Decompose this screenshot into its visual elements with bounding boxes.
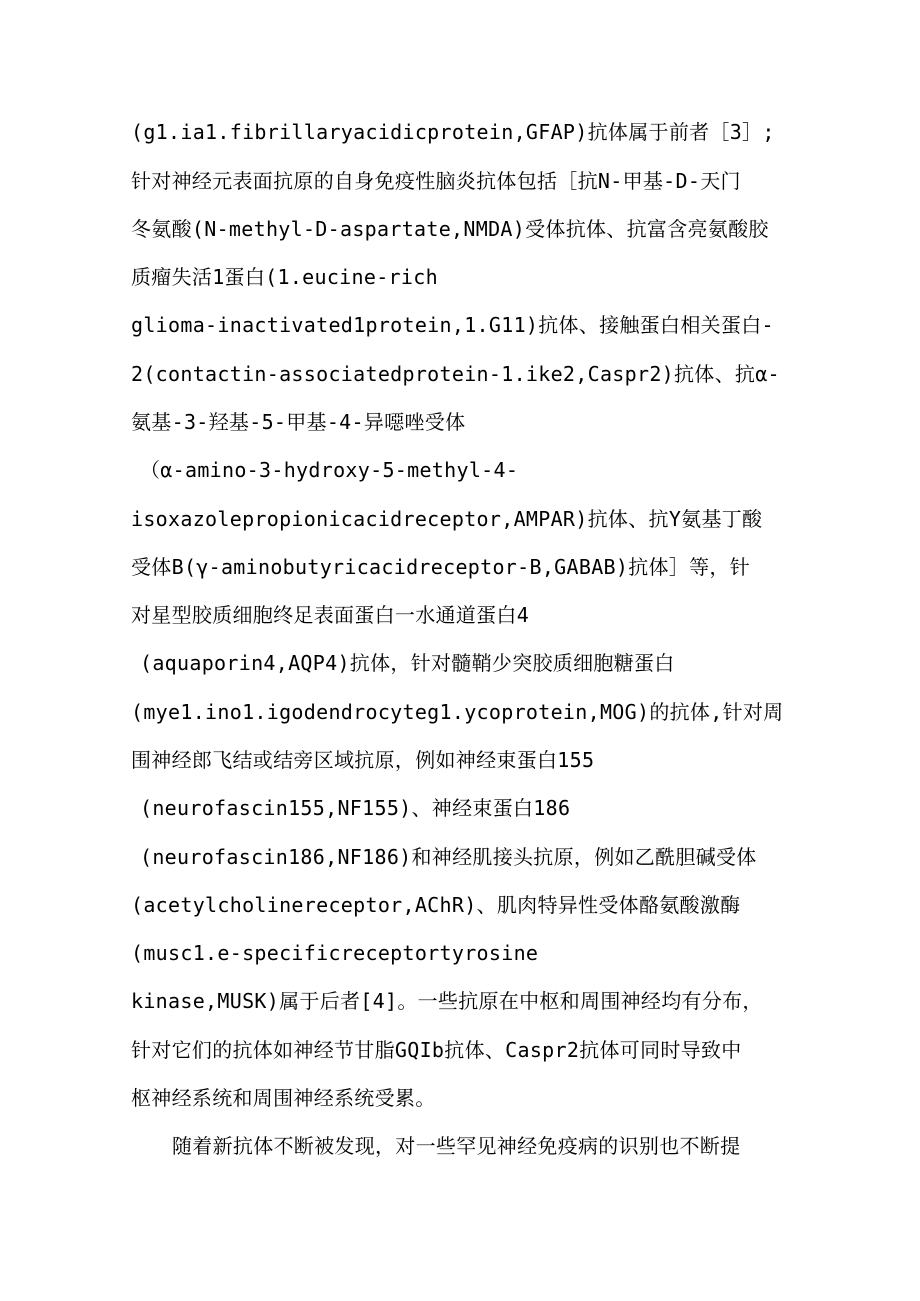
text-line-2: 针对神经元表面抗原的自身免疫性脑炎抗体包括［抗N-甲基-D-天门 [131, 169, 741, 193]
text-line-11: 对星型胶质细胞终足表面蛋白一水通道蛋白4 [131, 603, 530, 627]
text-line-20: 针对它们的抗体如神经节甘脂GQIb抗体、Caspr2抗体可同时导致中 [131, 1038, 742, 1062]
text-line-6: 2(contactin-associatedprotein-1.ike2,Caspr2)抗体、抗α- [131, 362, 780, 386]
text-line-1: (g1.ia1.fibrillaryacidicprotein,GFAP)抗体属于前者［3］; [131, 120, 775, 144]
text-line-5: glioma-inactivated1protein,1.G11)抗体、接触蛋白相关蛋白- [131, 313, 774, 337]
text-line-15: (neurofascin155,NF155)、神经束蛋白186 [140, 796, 571, 820]
text-line-4: 质瘤失活1蛋白(1.eucine-rich [131, 265, 438, 289]
text-line-7: 氨基-3-羟基-5-甲基-4-异噁唑受体 [131, 410, 466, 434]
text-line-13: (mye1.ino1.igodendrocyteg1.ycoprotein,MOG)的抗体,针对周 [131, 700, 784, 724]
text-line-9: isoxazolepropionicacidreceptor,AMPAR)抗体、抗Y氨基丁酸 [131, 507, 763, 531]
text-line-14: 围神经郎飞结或结旁区域抗原，例如神经束蛋白155 [131, 748, 595, 772]
text-line-8: （α-amino-3-hydroxy-5-methyl-4- [140, 458, 519, 482]
text-line-17: (acetylcholinereceptor,AChR)、肌肉特异性受体酪氨酸激酶 [131, 893, 741, 917]
text-line-18: (musc1.e-specificreceptortyrosine [131, 941, 539, 965]
text-line-12: (aquaporin4,AQP4)抗体，针对髓鞘少突胶质细胞糖蛋白 [140, 651, 675, 675]
text-line-21: 枢神经系统和周围神经系统受累。 [131, 1086, 436, 1110]
text-line-10: 受体B(γ-aminobutyricacidreceptor-B,GABAB)抗体］等，针 [131, 555, 751, 579]
text-line-22: 随着新抗体不断被发现，对一些罕见神经免疫病的识别也不断提 [172, 1134, 741, 1158]
text-line-3: 冬氨酸(N-methyl-D-aspartate,NMDA)受体抗体、抗富含亮氨酸胶 [131, 217, 769, 241]
text-line-19: kinase,MUSK)属于后者[4]。一些抗原在中枢和周围神经均有分布， [131, 989, 763, 1013]
text-line-16: (neurofascin186,NF186)和神经肌接头抗原，例如乙酰胆碱受体 [140, 845, 757, 869]
